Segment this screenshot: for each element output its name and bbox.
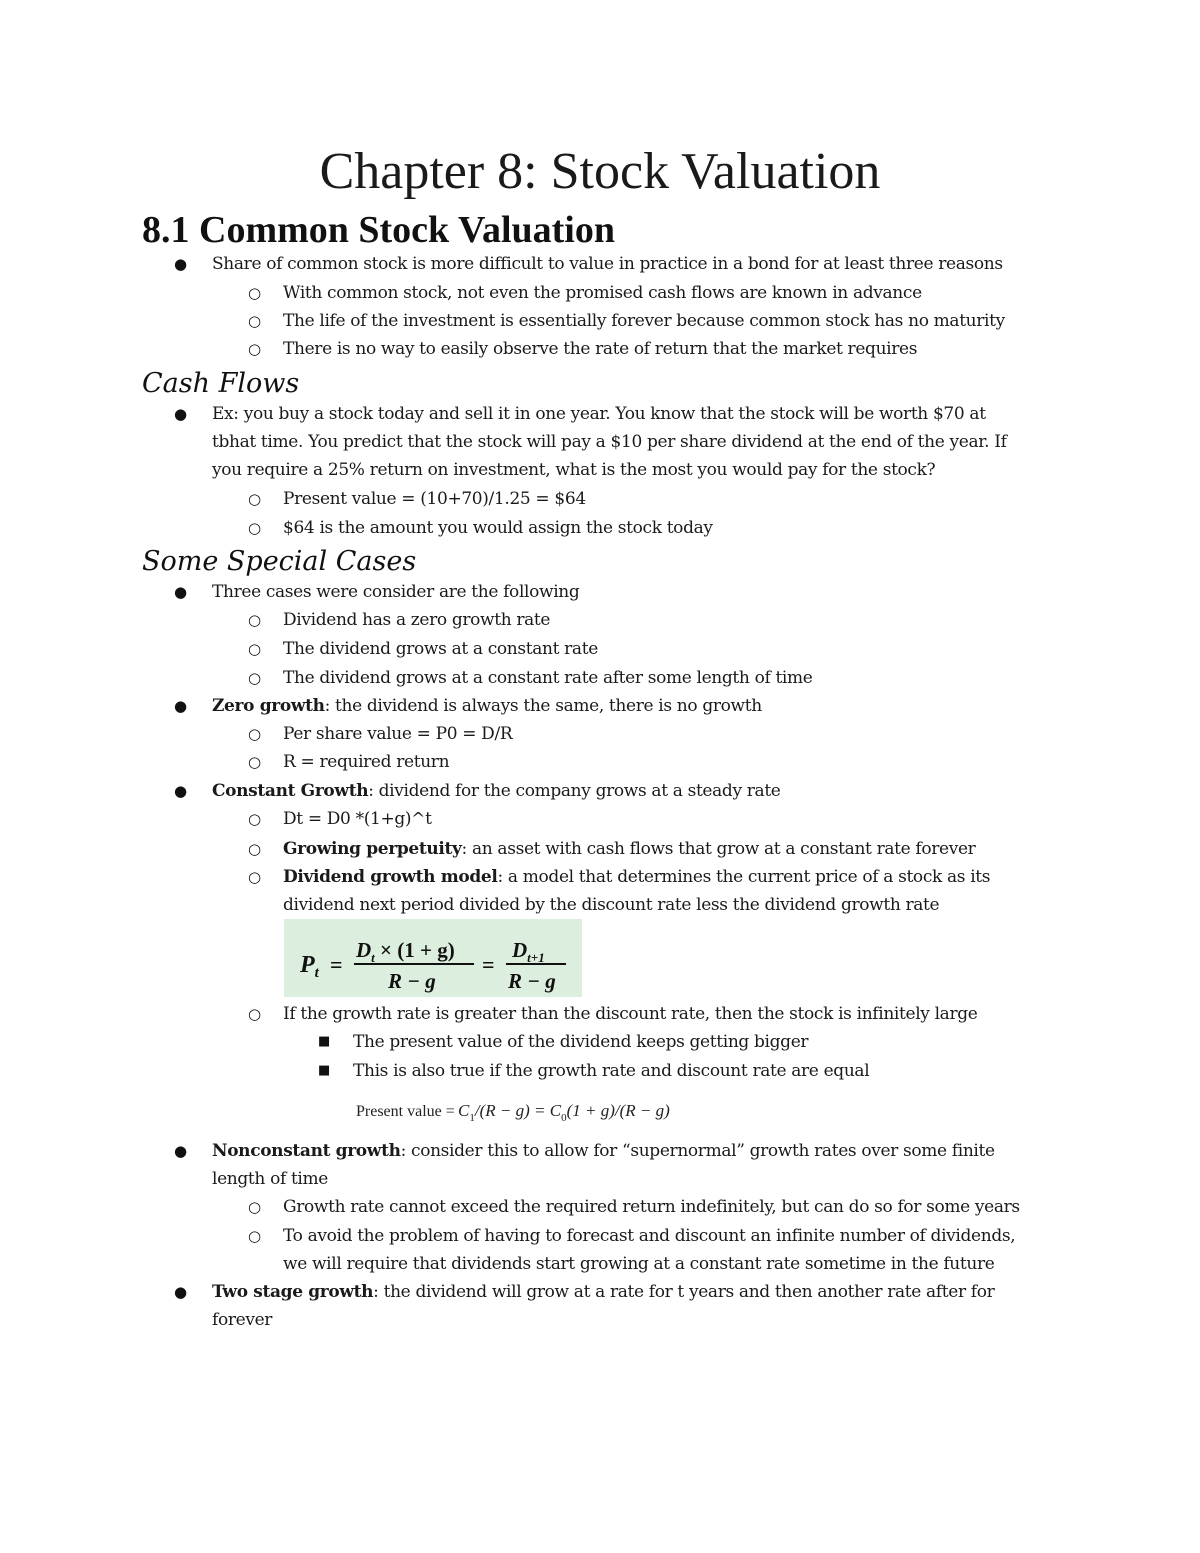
sub-list-item: The dividend grows at a constant rate after some length of time [283, 668, 813, 688]
term-two-stage-growth: Two stage growth [212, 1282, 374, 1302]
list-item: Share of common stock is more difficult to value in practice in a bond for at least three reasons [212, 254, 1003, 274]
term-growing-perpetuity: Growing perpetuity [283, 839, 462, 859]
sub-list-item: To avoid the problem of having to forecast and discount an infinite number of dividends, [283, 1226, 1016, 1246]
formula-equals: = [330, 952, 343, 977]
formula-denominator-1: R − g [388, 969, 436, 993]
term-dividend-growth-model: Dividend growth model [283, 867, 498, 887]
sub-bullet-circle: ○ [248, 1005, 262, 1023]
bullet-dot: ● [174, 583, 188, 601]
formula-lhs: $P_t$ [300, 952, 319, 981]
definition-text: : an asset with cash flows that grow at a constant rate forever [461, 839, 976, 859]
bullet-dot: ● [174, 1283, 188, 1301]
sub-list-item-growing-perpetuity [283, 835, 975, 863]
list-item-continuation: forever [212, 1310, 273, 1330]
sub-list-item-dividend-growth-model [283, 863, 990, 891]
sub-list-item: Present value = (10+70)/1.25 = $64 [283, 489, 586, 509]
list-item-nonconstant-growth [212, 1137, 995, 1165]
sub-list-item: With common stock, not even the promised cash flows are known in advance [283, 283, 922, 303]
bullet-dot: ● [174, 697, 188, 715]
sub-bullet-circle: ○ [248, 1198, 262, 1216]
list-item-continuation: you require a 25% return on investment, what is the most you would pay for the stock? [212, 460, 936, 480]
section-heading-cash-flows: Cash Flows [142, 368, 300, 399]
formula-label: Present value = [356, 1103, 455, 1120]
definition-text: : consider this to allow for “supernormal” growth rates over some finite [400, 1141, 995, 1161]
sub-list-item: Growth rate cannot exceed the required return indefinitely, but can do so for some years [283, 1197, 1020, 1217]
sub-bullet-circle: ○ [248, 1227, 262, 1245]
list-item-zero-growth [212, 692, 762, 720]
list-item: Ex: you buy a stock today and sell it in one year. You know that the stock will be worth $70 at [212, 404, 986, 424]
section-heading-common-stock: 8.1 Common Stock Valuation [142, 209, 615, 251]
sub-list-item: Dt = D0 *(1+g)^t [283, 809, 432, 829]
sub-bullet-circle: ○ [248, 340, 262, 358]
formula-denominator-2: R − g [508, 969, 556, 993]
bullet-dot: ● [174, 405, 188, 423]
list-item-continuation: length of time [212, 1169, 328, 1189]
sub-list-item-continuation: we will require that dividends start growing at a constant rate sometime in the future [283, 1254, 995, 1274]
list-item-two-stage-growth [212, 1278, 994, 1306]
sub-bullet-circle: ○ [248, 490, 262, 508]
sub-list-item: If the growth rate is greater than the discount rate, then the stock is infinitely large [283, 1004, 978, 1024]
term-constant-growth: Constant Growth [212, 781, 369, 801]
sub-bullet-circle: ○ [248, 868, 262, 886]
list-item-continuation: tbhat time. You predict that the stock will pay a $10 per share dividend at the end of the year. If [212, 432, 1007, 452]
sub-list-item: There is no way to easily observe the rate of return that the market requires [283, 339, 918, 359]
page-title: Chapter 8: Stock Valuation [319, 143, 881, 200]
list-item: Three cases were consider are the following [212, 582, 580, 602]
list-item-constant-growth [212, 777, 781, 805]
sub-sub-list-item: The present value of the dividend keeps getting bigger [353, 1032, 809, 1052]
sub-list-item-continuation: dividend next period divided by the discount rate less the dividend growth rate [283, 895, 940, 915]
sub-sub-bullet-square: ■ [318, 1063, 331, 1078]
sub-list-item: The dividend grows at a constant rate [283, 639, 598, 659]
sub-bullet-circle: ○ [248, 312, 262, 330]
bullet-dot: ● [174, 1142, 188, 1160]
present-value-formula-image [356, 1096, 716, 1134]
term-zero-growth: Zero growth [212, 696, 325, 716]
definition-text: : the dividend is always the same, there is no growth [324, 696, 762, 716]
sub-list-item: The life of the investment is essentially forever because common stock has no maturity [283, 311, 1005, 331]
sub-bullet-circle: ○ [248, 725, 262, 743]
sub-bullet-circle: ○ [248, 519, 262, 537]
sub-list-item: R = required return [283, 752, 450, 772]
formula-expression: $C_1/(R - g) = C_0(1 + g)/(R - g)$ [458, 1101, 670, 1124]
sub-bullet-circle: ○ [248, 284, 262, 302]
bullet-dot: ● [174, 782, 188, 800]
formula-numerator-2: $D_{t+1}$ [512, 938, 545, 965]
dividend-growth-formula-image [284, 919, 582, 997]
sub-list-item: Dividend has a zero growth rate [283, 610, 551, 630]
sub-bullet-circle: ○ [248, 840, 262, 858]
sub-list-item: Per share value = P0 = D/R [283, 724, 513, 744]
sub-bullet-circle: ○ [248, 810, 262, 828]
sub-sub-list-item: This is also true if the growth rate and discount rate are equal [353, 1061, 870, 1081]
definition-text: : the dividend will grow at a rate for t years and then another rate after for [373, 1282, 995, 1302]
sub-bullet-circle: ○ [248, 753, 262, 771]
section-heading-special-cases: Some Special Cases [142, 546, 417, 577]
definition-text: : a model that determines the current price of a stock as its [497, 867, 991, 887]
definition-text: : dividend for the company grows at a steady rate [368, 781, 781, 801]
sub-list-item: $64 is the amount you would assign the stock today [283, 518, 713, 538]
sub-sub-bullet-square: ■ [318, 1034, 331, 1049]
formula-equals: = [482, 952, 495, 977]
bullet-dot: ● [174, 255, 188, 273]
formula-numerator-1: $D_t \times (1 + g)$ [356, 938, 455, 965]
term-nonconstant-growth: Nonconstant growth [212, 1141, 401, 1161]
sub-bullet-circle: ○ [248, 669, 262, 687]
sub-bullet-circle: ○ [248, 640, 262, 658]
sub-bullet-circle: ○ [248, 611, 262, 629]
